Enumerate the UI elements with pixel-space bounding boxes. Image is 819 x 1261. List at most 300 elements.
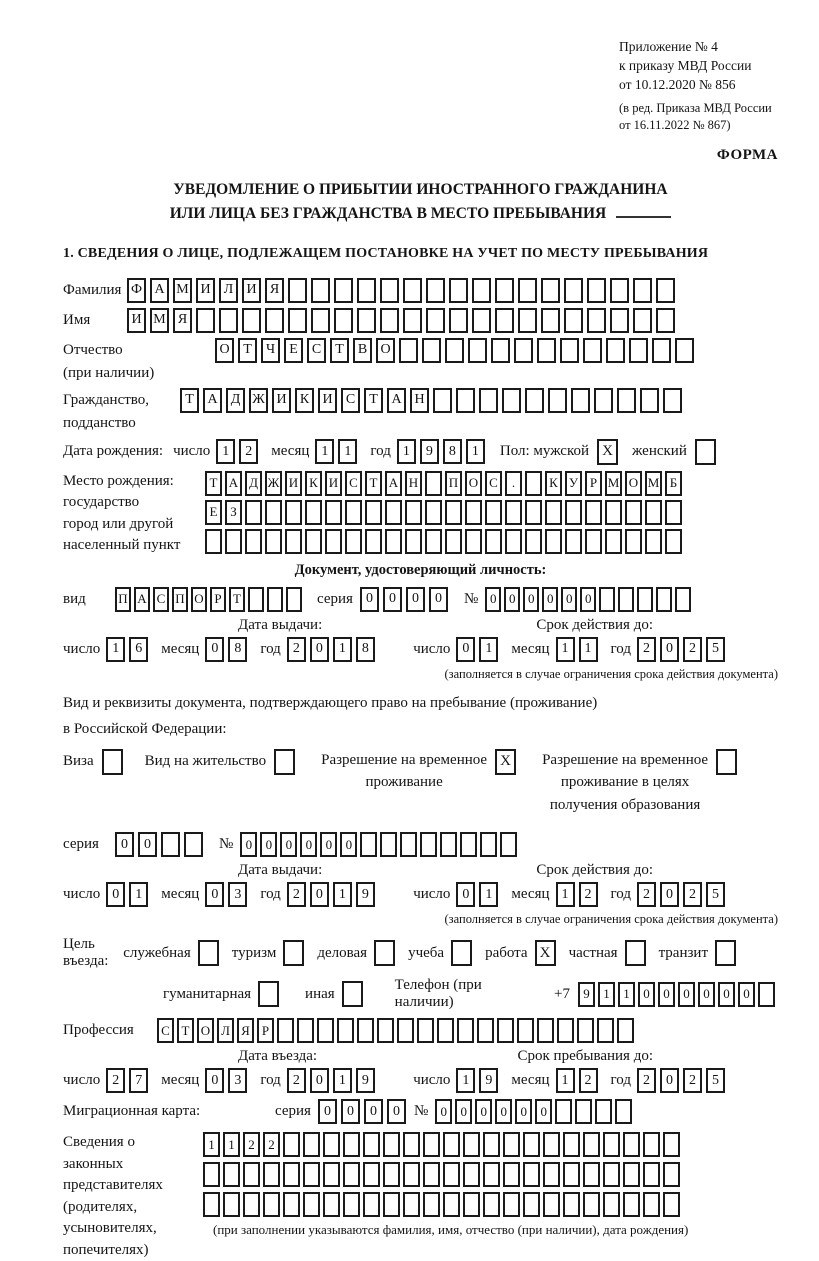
form-cell[interactable] [286,587,302,612]
form-cell[interactable]: 1 [106,637,125,662]
form-cell[interactable] [617,388,636,413]
form-cell[interactable] [243,1162,260,1187]
form-cell[interactable]: А [134,587,150,612]
form-cell[interactable] [403,278,422,303]
form-cell[interactable]: 0 [660,637,679,662]
form-cell[interactable] [637,587,653,612]
form-cell[interactable] [323,1162,340,1187]
form-cell[interactable]: 0 [678,982,695,1007]
form-cell[interactable] [525,471,542,496]
form-cell[interactable]: 0 [561,587,577,612]
form-cell[interactable] [564,308,583,333]
form-cell[interactable] [518,278,537,303]
form-cell[interactable] [102,749,123,775]
form-cell[interactable] [715,940,736,966]
form-cell[interactable] [503,1162,520,1187]
form-cell[interactable] [283,1192,300,1217]
form-cell[interactable]: 0 [341,1099,360,1124]
form-cell[interactable] [403,1132,420,1157]
form-cell[interactable]: 0 [387,1099,406,1124]
form-cell[interactable] [161,832,180,857]
form-cell[interactable] [563,1192,580,1217]
form-cell[interactable]: 0 [495,1099,512,1124]
form-cell[interactable]: 0 [475,1099,492,1124]
form-cell[interactable]: Я [265,278,284,303]
form-cell[interactable] [537,1018,554,1043]
form-cell[interactable] [303,1192,320,1217]
form-cell[interactable] [285,500,302,525]
form-cell[interactable] [468,338,487,363]
form-cell[interactable]: Н [410,388,429,413]
form-cell[interactable]: С [153,587,169,612]
form-cell[interactable]: А [203,388,222,413]
form-cell[interactable] [243,1192,260,1217]
form-cell[interactable] [323,1192,340,1217]
form-cell[interactable]: 0 [364,1099,383,1124]
form-cell[interactable] [465,529,482,554]
form-cell[interactable] [383,1192,400,1217]
form-cell[interactable] [198,940,219,966]
form-cell[interactable] [633,308,652,333]
form-cell[interactable]: О [376,338,395,363]
form-cell[interactable] [518,308,537,333]
form-cell[interactable]: 1 [556,882,575,907]
form-cell[interactable] [656,278,675,303]
form-cell[interactable] [443,1192,460,1217]
form-cell[interactable] [403,1192,420,1217]
form-cell[interactable]: 0 [718,982,735,1007]
form-cell[interactable]: А [385,471,402,496]
form-cell[interactable]: 1 [216,439,235,464]
form-cell[interactable]: 0 [738,982,755,1007]
form-cell[interactable] [665,529,682,554]
form-cell[interactable] [385,529,402,554]
form-cell[interactable]: 0 [698,982,715,1007]
form-cell[interactable] [585,500,602,525]
form-cell[interactable]: Р [585,471,602,496]
form-cell[interactable] [265,500,282,525]
form-cell[interactable] [583,338,602,363]
form-cell[interactable]: О [625,471,642,496]
form-cell[interactable]: И [196,278,215,303]
form-cell[interactable]: 0 [485,587,501,612]
form-cell[interactable] [565,529,582,554]
form-cell[interactable]: 1 [315,439,334,464]
form-cell[interactable] [456,388,475,413]
form-cell[interactable] [663,1162,680,1187]
form-cell[interactable]: 8 [356,637,375,662]
form-cell[interactable]: 0 [320,832,337,857]
form-cell[interactable]: 8 [443,439,462,464]
form-cell[interactable]: 9 [578,982,595,1007]
form-cell[interactable]: 0 [535,1099,552,1124]
form-cell[interactable] [541,308,560,333]
form-cell[interactable] [445,338,464,363]
form-cell[interactable] [517,1018,534,1043]
form-cell[interactable]: X [495,749,516,775]
form-cell[interactable]: 0 [658,982,675,1007]
form-cell[interactable]: О [191,587,207,612]
form-cell[interactable] [263,1192,280,1217]
form-cell[interactable] [403,1162,420,1187]
form-cell[interactable]: 8 [228,637,247,662]
form-cell[interactable]: О [215,338,234,363]
form-cell[interactable]: 9 [356,882,375,907]
form-cell[interactable]: 2 [287,637,306,662]
form-cell[interactable] [445,529,462,554]
form-cell[interactable] [405,500,422,525]
form-cell[interactable] [288,308,307,333]
form-cell[interactable] [623,1162,640,1187]
form-cell[interactable]: О [465,471,482,496]
form-cell[interactable] [564,278,583,303]
form-cell[interactable] [426,278,445,303]
form-cell[interactable]: Л [219,278,238,303]
form-cell[interactable] [491,338,510,363]
form-cell[interactable] [245,500,262,525]
form-cell[interactable] [205,529,222,554]
form-cell[interactable] [495,308,514,333]
form-cell[interactable]: 0 [310,637,329,662]
form-cell[interactable]: 3 [228,882,247,907]
form-cell[interactable] [615,1099,632,1124]
form-cell[interactable] [594,388,613,413]
form-cell[interactable] [617,1018,634,1043]
form-cell[interactable]: 0 [429,587,448,612]
form-cell[interactable] [420,832,437,857]
form-cell[interactable] [337,1018,354,1043]
form-cell[interactable] [357,278,376,303]
form-cell[interactable] [695,439,716,465]
form-cell[interactable] [525,500,542,525]
form-cell[interactable]: 0 [435,1099,452,1124]
form-cell[interactable] [543,1162,560,1187]
form-cell[interactable]: 1 [456,1068,475,1093]
form-cell[interactable] [445,500,462,525]
form-cell[interactable] [397,1018,414,1043]
form-cell[interactable] [288,278,307,303]
form-cell[interactable] [643,1162,660,1187]
form-cell[interactable]: Б [665,471,682,496]
form-cell[interactable] [610,308,629,333]
form-cell[interactable] [502,388,521,413]
form-cell[interactable]: И [272,388,291,413]
form-cell[interactable] [587,308,606,333]
form-cell[interactable]: 0 [106,882,125,907]
form-cell[interactable] [463,1162,480,1187]
form-cell[interactable] [623,1192,640,1217]
form-cell[interactable] [374,940,395,966]
form-cell[interactable]: П [445,471,462,496]
form-cell[interactable] [365,529,382,554]
form-cell[interactable] [440,832,457,857]
form-cell[interactable] [460,832,477,857]
form-cell[interactable]: С [345,471,362,496]
form-cell[interactable]: 1 [579,637,598,662]
form-cell[interactable] [363,1162,380,1187]
form-cell[interactable]: Т [205,471,222,496]
form-cell[interactable]: И [127,308,146,333]
form-cell[interactable] [399,338,418,363]
form-cell[interactable]: 0 [300,832,317,857]
form-cell[interactable] [545,529,562,554]
form-cell[interactable] [605,500,622,525]
form-cell[interactable]: 0 [138,832,157,857]
form-cell[interactable] [629,338,648,363]
form-cell[interactable] [595,1099,612,1124]
form-cell[interactable]: 2 [683,1068,702,1093]
form-cell[interactable]: 1 [397,439,416,464]
form-cell[interactable]: Ж [265,471,282,496]
form-cell[interactable] [383,1132,400,1157]
form-cell[interactable]: X [597,439,618,465]
form-cell[interactable] [363,1192,380,1217]
form-cell[interactable] [480,832,497,857]
form-cell[interactable] [583,1192,600,1217]
form-cell[interactable] [477,1018,494,1043]
form-cell[interactable] [223,1192,240,1217]
form-cell[interactable]: Т [364,388,383,413]
form-cell[interactable] [565,500,582,525]
form-cell[interactable] [497,1018,514,1043]
form-cell[interactable] [383,1162,400,1187]
form-cell[interactable] [716,749,737,775]
form-cell[interactable]: 0 [456,882,475,907]
form-cell[interactable]: 2 [239,439,258,464]
form-cell[interactable]: Р [210,587,226,612]
form-cell[interactable]: 0 [660,882,679,907]
form-cell[interactable]: И [285,471,302,496]
form-cell[interactable] [485,529,502,554]
form-cell[interactable] [325,529,342,554]
form-cell[interactable] [363,1132,380,1157]
form-cell[interactable]: 5 [706,882,725,907]
form-cell[interactable] [360,832,377,857]
form-cell[interactable]: 2 [243,1132,260,1157]
form-cell[interactable] [525,388,544,413]
form-cell[interactable]: 0 [580,587,596,612]
form-cell[interactable]: 7 [129,1068,148,1093]
form-cell[interactable] [663,1192,680,1217]
form-cell[interactable]: Д [245,471,262,496]
form-cell[interactable] [503,1192,520,1217]
form-cell[interactable] [242,308,261,333]
form-cell[interactable] [483,1192,500,1217]
form-cell[interactable]: 1 [598,982,615,1007]
form-cell[interactable] [656,587,672,612]
form-cell[interactable]: А [150,278,169,303]
form-cell[interactable] [599,587,615,612]
form-cell[interactable] [545,500,562,525]
form-cell[interactable] [305,529,322,554]
form-cell[interactable]: Т [177,1018,194,1043]
form-cell[interactable]: М [150,308,169,333]
form-cell[interactable] [463,1192,480,1217]
form-cell[interactable]: К [545,471,562,496]
form-cell[interactable] [285,529,302,554]
form-cell[interactable]: 5 [706,1068,725,1093]
form-cell[interactable]: 0 [340,832,357,857]
form-cell[interactable]: 0 [660,1068,679,1093]
form-cell[interactable] [537,338,556,363]
form-cell[interactable] [433,388,452,413]
form-cell[interactable]: 3 [228,1068,247,1093]
form-cell[interactable]: Ж [249,388,268,413]
form-cell[interactable] [472,308,491,333]
form-cell[interactable]: 1 [333,637,352,662]
form-cell[interactable]: 2 [287,882,306,907]
form-cell[interactable] [283,1132,300,1157]
form-cell[interactable]: 2 [287,1068,306,1093]
form-cell[interactable]: 2 [637,882,656,907]
form-cell[interactable] [618,587,634,612]
form-cell[interactable] [585,529,602,554]
form-cell[interactable] [265,529,282,554]
form-cell[interactable] [263,1162,280,1187]
form-cell[interactable] [380,278,399,303]
form-cell[interactable]: 0 [383,587,402,612]
form-cell[interactable] [483,1162,500,1187]
form-cell[interactable]: 9 [479,1068,498,1093]
form-cell[interactable]: 1 [223,1132,240,1157]
form-cell[interactable] [640,388,659,413]
form-cell[interactable]: 0 [455,1099,472,1124]
form-cell[interactable] [345,500,362,525]
form-cell[interactable]: X [535,940,556,966]
form-cell[interactable]: Е [205,500,222,525]
form-cell[interactable] [265,308,284,333]
form-cell[interactable] [203,1162,220,1187]
form-cell[interactable]: 9 [420,439,439,464]
form-cell[interactable] [623,1132,640,1157]
form-cell[interactable]: Ч [261,338,280,363]
form-cell[interactable] [577,1018,594,1043]
form-cell[interactable]: 1 [556,637,575,662]
form-cell[interactable] [423,1162,440,1187]
form-cell[interactable] [485,500,502,525]
form-cell[interactable]: 0 [456,637,475,662]
form-cell[interactable] [417,1018,434,1043]
form-cell[interactable]: 0 [205,1068,224,1093]
form-cell[interactable]: Т [180,388,199,413]
form-cell[interactable]: 6 [129,637,148,662]
form-cell[interactable] [603,1132,620,1157]
form-cell[interactable]: 0 [504,587,520,612]
form-cell[interactable]: 2 [579,882,598,907]
form-cell[interactable] [443,1132,460,1157]
form-cell[interactable] [571,388,590,413]
form-cell[interactable]: Т [365,471,382,496]
form-cell[interactable] [633,278,652,303]
form-cell[interactable] [303,1162,320,1187]
form-cell[interactable] [472,278,491,303]
form-cell[interactable] [555,1099,572,1124]
form-cell[interactable]: 1 [333,882,352,907]
form-cell[interactable] [523,1162,540,1187]
form-cell[interactable] [587,278,606,303]
form-cell[interactable]: 9 [356,1068,375,1093]
form-cell[interactable]: 2 [579,1068,598,1093]
form-cell[interactable] [758,982,775,1007]
form-cell[interactable] [645,529,662,554]
form-cell[interactable] [425,529,442,554]
form-cell[interactable]: 0 [205,882,224,907]
form-cell[interactable] [377,1018,394,1043]
form-cell[interactable]: 1 [466,439,485,464]
form-cell[interactable] [603,1162,620,1187]
form-cell[interactable] [342,981,363,1007]
form-cell[interactable] [303,1132,320,1157]
form-cell[interactable] [345,529,362,554]
form-cell[interactable] [500,832,517,857]
form-cell[interactable] [400,832,417,857]
form-cell[interactable]: З [225,500,242,525]
form-cell[interactable] [343,1192,360,1217]
form-cell[interactable] [245,529,262,554]
form-cell[interactable] [405,529,422,554]
form-cell[interactable] [665,500,682,525]
form-cell[interactable] [514,338,533,363]
form-cell[interactable] [505,500,522,525]
form-cell[interactable]: 0 [115,832,134,857]
form-cell[interactable] [606,338,625,363]
form-cell[interactable]: А [225,471,242,496]
form-cell[interactable] [258,981,279,1007]
form-cell[interactable]: 1 [479,882,498,907]
form-cell[interactable] [283,1162,300,1187]
form-cell[interactable]: С [157,1018,174,1043]
form-cell[interactable]: Е [284,338,303,363]
form-cell[interactable]: 1 [479,637,498,662]
form-cell[interactable] [323,1132,340,1157]
form-cell[interactable]: . [505,471,522,496]
form-cell[interactable]: В [353,338,372,363]
form-cell[interactable]: И [325,471,342,496]
form-cell[interactable] [625,940,646,966]
form-cell[interactable] [423,1192,440,1217]
form-cell[interactable] [311,278,330,303]
form-cell[interactable]: П [115,587,131,612]
form-cell[interactable] [652,338,671,363]
form-cell[interactable]: М [605,471,622,496]
form-cell[interactable]: 0 [280,832,297,857]
form-cell[interactable]: 2 [683,637,702,662]
form-cell[interactable] [425,500,442,525]
form-cell[interactable] [575,1099,592,1124]
form-cell[interactable] [675,587,691,612]
form-cell[interactable] [663,388,682,413]
form-cell[interactable]: 1 [556,1068,575,1093]
form-cell[interactable] [457,1018,474,1043]
form-cell[interactable]: Т [330,338,349,363]
form-cell[interactable] [422,338,441,363]
form-cell[interactable] [274,749,295,775]
form-cell[interactable] [645,500,662,525]
form-cell[interactable] [425,471,442,496]
form-cell[interactable] [219,308,238,333]
form-cell[interactable]: 2 [637,637,656,662]
form-cell[interactable] [603,1192,620,1217]
form-cell[interactable]: Я [237,1018,254,1043]
form-cell[interactable] [357,1018,374,1043]
form-cell[interactable]: Р [257,1018,274,1043]
form-cell[interactable]: И [318,388,337,413]
form-cell[interactable]: О [197,1018,214,1043]
form-cell[interactable] [325,500,342,525]
form-cell[interactable] [317,1018,334,1043]
form-cell[interactable]: А [387,388,406,413]
form-cell[interactable] [479,388,498,413]
